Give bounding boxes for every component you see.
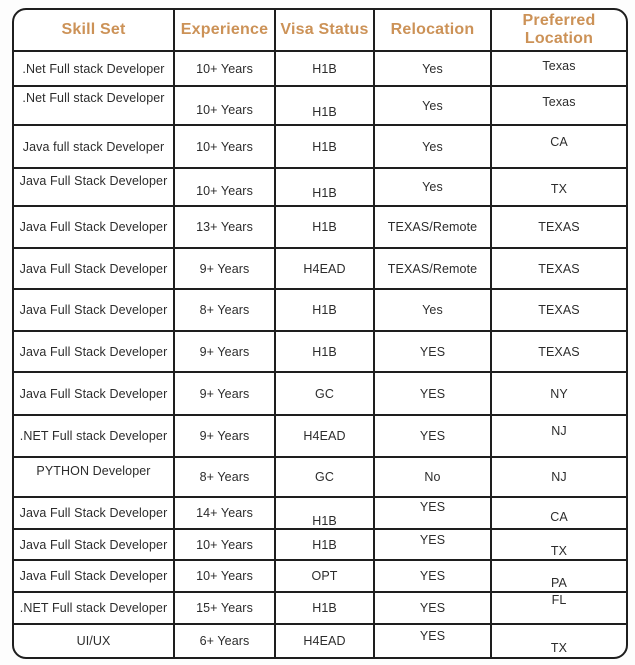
cell-skill-set: [14, 625, 173, 657]
candidates-table: [12, 8, 628, 659]
cell-text: Java Full Stack Developer: [19, 569, 168, 583]
cell-skill-set: [14, 373, 173, 414]
cell-skill-set: [14, 498, 173, 528]
cell-preferred-location: [490, 561, 626, 591]
cell-text: Java Full Stack Developer: [19, 220, 168, 234]
table-row: [14, 167, 626, 205]
cell-text: 8+ Years: [199, 303, 250, 317]
column-header-relocation: [373, 10, 490, 50]
cell-text: Yes: [422, 98, 443, 113]
cell-visa-status: [274, 498, 373, 528]
cell-text: Java Full Stack Developer: [19, 506, 168, 520]
table-row: [14, 528, 626, 559]
cell-relocation: [373, 458, 490, 496]
cell-text: GC: [315, 470, 334, 484]
cell-skill-set: [14, 332, 173, 371]
table-row: [14, 85, 626, 124]
cell-text: TX: [550, 543, 568, 558]
table-body: [14, 50, 626, 657]
cell-experience: [173, 498, 274, 528]
cell-visa-status: [274, 458, 373, 496]
cell-relocation: [373, 87, 490, 124]
column-header-skill-set: [14, 10, 173, 50]
cell-text: 10+ Years: [196, 569, 253, 583]
cell-preferred-location: [490, 593, 626, 623]
cell-text: 10+ Years: [196, 139, 253, 154]
cell-text: OPT: [311, 569, 338, 583]
cell-visa-status: [274, 169, 373, 205]
cell-preferred-location: [490, 332, 626, 371]
cell-experience: [173, 416, 274, 456]
cell-relocation: [373, 207, 490, 247]
cell-preferred-location: [490, 625, 626, 657]
cell-text: Yes: [422, 139, 443, 154]
cell-relocation: [373, 290, 490, 330]
cell-text: Yes: [422, 180, 443, 194]
cell-text: CA: [550, 510, 568, 524]
cell-relocation: [373, 593, 490, 623]
cell-relocation: [373, 530, 490, 559]
column-header-label: Preferred Location: [522, 12, 596, 47]
cell-text: 9+ Years: [199, 344, 250, 359]
cell-text: GC: [315, 386, 334, 401]
cell-text: YES: [419, 569, 446, 583]
cell-experience: [173, 169, 274, 205]
cell-text: PA: [551, 576, 567, 590]
cell-preferred-location: [490, 87, 626, 124]
cell-preferred-location: [490, 530, 626, 559]
cell-visa-status: [274, 52, 373, 85]
cell-experience: [173, 530, 274, 559]
column-header-label: Relocation: [390, 21, 475, 39]
cell-text: CA: [550, 134, 568, 149]
cell-relocation: [373, 169, 490, 205]
cell-relocation: [373, 126, 490, 167]
cell-text: Yes: [422, 61, 443, 76]
cell-text: H1B: [312, 139, 337, 154]
cell-relocation: [373, 625, 490, 657]
cell-experience: [173, 593, 274, 623]
cell-skill-set: [14, 126, 173, 167]
cell-text: 15+ Years: [196, 601, 253, 615]
cell-text: YES: [419, 386, 446, 401]
cell-text: Texas: [542, 94, 576, 109]
cell-text: YES: [419, 601, 446, 615]
cell-experience: [173, 290, 274, 330]
cell-visa-status: [274, 126, 373, 167]
cell-text: PYTHON Developer: [36, 464, 151, 478]
cell-text: 13+ Years: [196, 220, 253, 234]
cell-text: .NET Full stack Developer: [19, 601, 168, 615]
cell-text: TEXAS/Remote: [387, 220, 478, 234]
cell-text: H1B: [312, 537, 337, 552]
cell-text: H1B: [312, 104, 337, 119]
cell-preferred-location: [490, 249, 626, 288]
table-row: [14, 414, 626, 456]
cell-text: H1B: [312, 220, 337, 234]
cell-text: TEXAS/Remote: [387, 261, 478, 276]
cell-text: YES: [419, 500, 446, 514]
cell-skill-set: [14, 290, 173, 330]
cell-text: TEXAS: [538, 220, 580, 234]
cell-text: UI/UX: [76, 634, 111, 648]
cell-text: 14+ Years: [196, 506, 253, 520]
cell-text: YES: [419, 344, 446, 359]
table-row: [14, 623, 626, 657]
cell-skill-set: [14, 52, 173, 85]
cell-skill-set: [14, 416, 173, 456]
cell-experience: [173, 561, 274, 591]
cell-text: H4EAD: [303, 261, 346, 276]
table-row: [14, 247, 626, 288]
cell-text: Java full stack Developer: [22, 139, 165, 154]
cell-visa-status: [274, 249, 373, 288]
cell-text: TEXAS: [538, 261, 580, 276]
cell-text: NJ: [551, 424, 567, 438]
cell-visa-status: [274, 290, 373, 330]
column-header-visa-status: [274, 10, 373, 50]
cell-experience: [173, 458, 274, 496]
cell-relocation: [373, 52, 490, 85]
cell-text: H4EAD: [303, 634, 346, 648]
cell-text: H1B: [312, 61, 337, 76]
cell-text: YES: [419, 429, 446, 443]
cell-skill-set: [14, 87, 173, 124]
column-header-label: Skill Set: [61, 21, 126, 39]
cell-visa-status: [274, 87, 373, 124]
table-row: [14, 456, 626, 496]
cell-text: 10+ Years: [196, 537, 253, 552]
cell-text: Java Full Stack Developer: [19, 386, 168, 401]
cell-preferred-location: [490, 126, 626, 167]
cell-relocation: [373, 498, 490, 528]
table-header-row: [14, 10, 626, 50]
cell-preferred-location: [490, 373, 626, 414]
cell-experience: [173, 52, 274, 85]
cell-text: H1B: [312, 514, 337, 528]
cell-relocation: [373, 332, 490, 371]
table-row: [14, 371, 626, 414]
cell-text: 10+ Years: [196, 61, 253, 76]
cell-skill-set: [14, 593, 173, 623]
cell-text: NY: [550, 386, 568, 401]
cell-text: FL: [551, 593, 567, 607]
cell-preferred-location: [490, 52, 626, 85]
table-row: [14, 591, 626, 623]
column-header-label: Visa Status: [280, 21, 369, 39]
cell-preferred-location: [490, 169, 626, 205]
cell-preferred-location: [490, 458, 626, 496]
cell-text: TX: [550, 182, 568, 196]
column-header-label: Experience: [180, 21, 269, 39]
cell-experience: [173, 249, 274, 288]
table-row: [14, 50, 626, 85]
cell-skill-set: [14, 458, 173, 496]
cell-text: Java Full Stack Developer: [19, 261, 168, 276]
cell-relocation: [373, 416, 490, 456]
table-row: [14, 559, 626, 591]
cell-visa-status: [274, 625, 373, 657]
cell-visa-status: [274, 530, 373, 559]
cell-text: .Net Full stack Developer: [22, 90, 165, 105]
cell-text: Yes: [422, 303, 443, 317]
cell-experience: [173, 87, 274, 124]
cell-text: H1B: [312, 303, 337, 317]
cell-relocation: [373, 561, 490, 591]
cell-text: 9+ Years: [199, 429, 250, 443]
cell-experience: [173, 373, 274, 414]
cell-skill-set: [14, 207, 173, 247]
cell-relocation: [373, 249, 490, 288]
cell-relocation: [373, 373, 490, 414]
cell-skill-set: [14, 561, 173, 591]
cell-text: No: [424, 470, 441, 484]
cell-preferred-location: [490, 498, 626, 528]
cell-visa-status: [274, 593, 373, 623]
cell-text: TEXAS: [538, 344, 580, 359]
cell-preferred-location: [490, 416, 626, 456]
cell-text: .Net Full stack Developer: [22, 61, 165, 76]
cell-text: YES: [419, 629, 446, 643]
cell-visa-status: [274, 207, 373, 247]
cell-text: H1B: [312, 186, 337, 200]
cell-text: 9+ Years: [199, 386, 250, 401]
cell-text: 10+ Years: [196, 184, 253, 198]
table-row: [14, 496, 626, 528]
cell-text: Java Full Stack Developer: [19, 537, 168, 552]
cell-text: YES: [419, 532, 446, 547]
cell-text: H4EAD: [303, 429, 346, 443]
cell-skill-set: [14, 530, 173, 559]
column-header-preferred-location: [490, 10, 626, 50]
table-row: [14, 330, 626, 371]
cell-text: Java Full Stack Developer: [19, 174, 168, 188]
column-header-experience: [173, 10, 274, 50]
cell-text: TEXAS: [538, 303, 580, 317]
cell-text: 10+ Years: [196, 102, 253, 117]
cell-visa-status: [274, 416, 373, 456]
cell-skill-set: [14, 249, 173, 288]
table-row: [14, 124, 626, 167]
cell-text: 9+ Years: [199, 261, 250, 276]
cell-visa-status: [274, 332, 373, 371]
cell-visa-status: [274, 373, 373, 414]
cell-skill-set: [14, 169, 173, 205]
cell-text: Java Full Stack Developer: [19, 303, 168, 317]
cell-experience: [173, 207, 274, 247]
table-row: [14, 288, 626, 330]
cell-text: Texas: [542, 58, 576, 73]
cell-visa-status: [274, 561, 373, 591]
cell-experience: [173, 625, 274, 657]
cell-text: 6+ Years: [199, 634, 250, 648]
cell-text: H1B: [312, 344, 337, 359]
cell-experience: [173, 126, 274, 167]
cell-text: 8+ Years: [199, 470, 250, 484]
cell-text: Java Full Stack Developer: [19, 344, 168, 359]
cell-text: TX: [550, 641, 568, 655]
cell-text: NJ: [551, 470, 567, 484]
table-row: [14, 205, 626, 247]
cell-experience: [173, 332, 274, 371]
cell-text: H1B: [312, 601, 337, 615]
cell-preferred-location: [490, 207, 626, 247]
cell-text: .NET Full stack Developer: [19, 429, 168, 443]
cell-preferred-location: [490, 290, 626, 330]
